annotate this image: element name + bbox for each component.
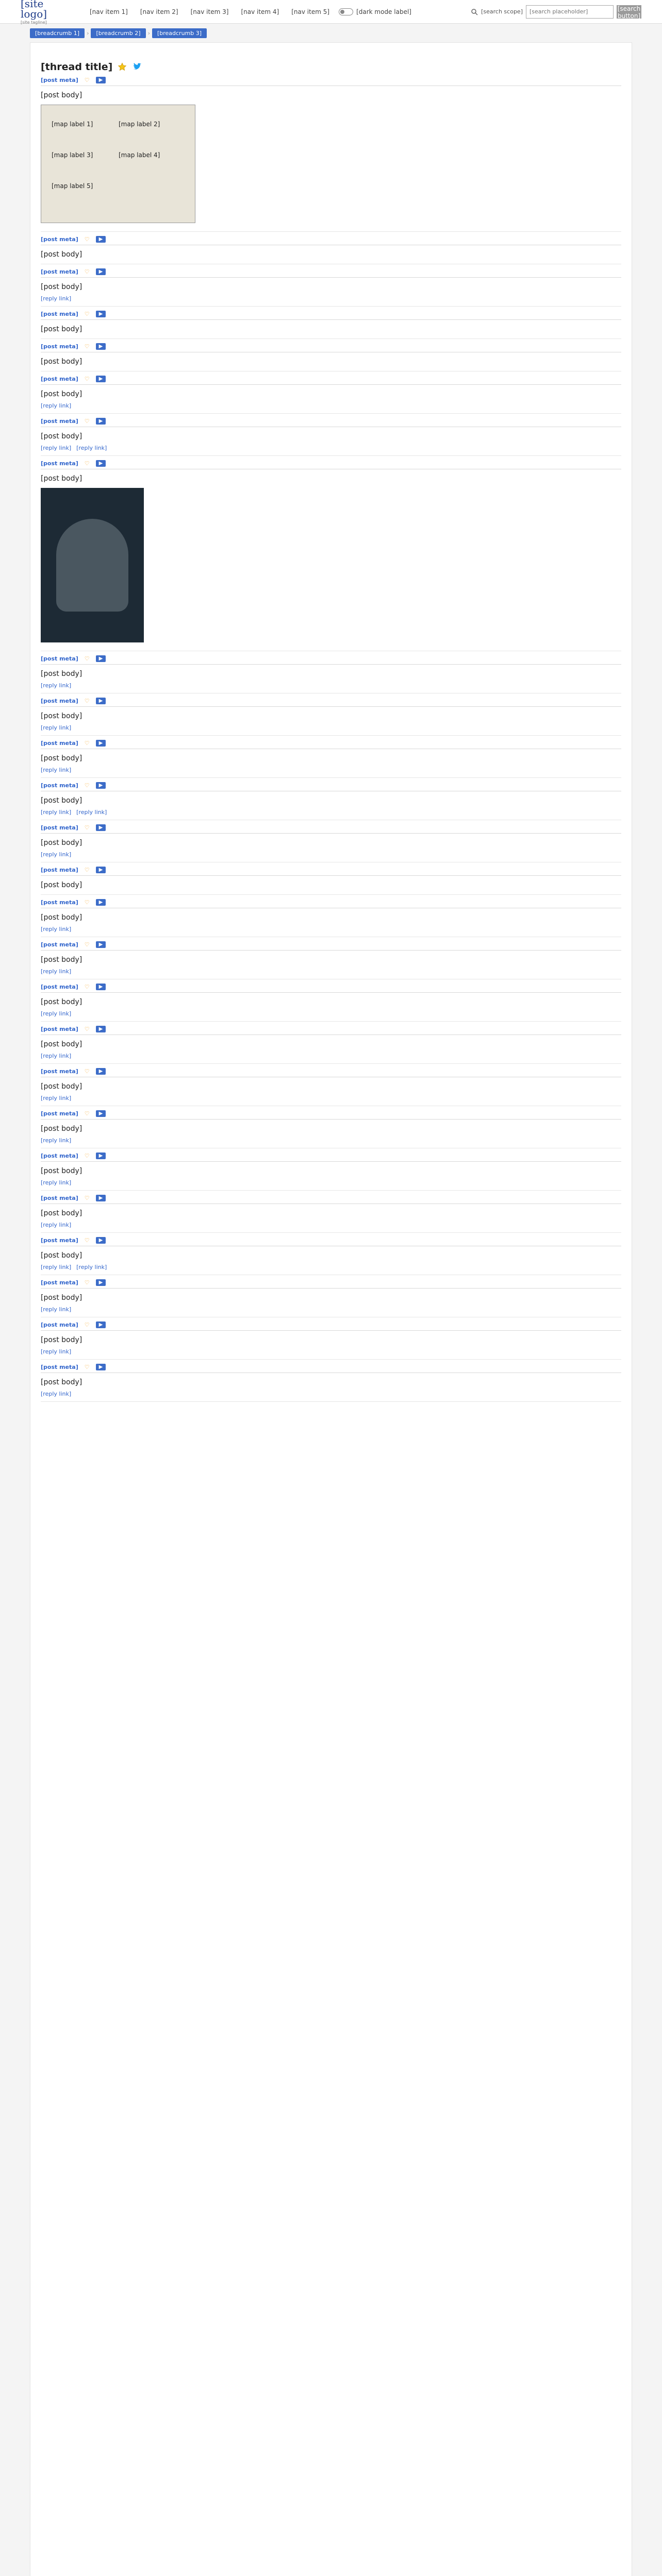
heart-icon[interactable]: ♡ [84, 376, 90, 382]
search-icon [471, 8, 478, 15]
post-meta: [post meta] [41, 1068, 78, 1075]
post-action-button[interactable]: ▶ [96, 1237, 106, 1244]
heart-icon[interactable]: ♡ [84, 460, 90, 467]
map-label: [map label 5] [52, 182, 93, 190]
post-meta: [post meta] [41, 1321, 78, 1328]
site-logo-sub: [site tagline] [21, 20, 47, 25]
reply-links [41, 1053, 621, 1059]
post-item [41, 1317, 621, 1360]
heart-icon[interactable]: ♡ [84, 1026, 90, 1032]
post-header [41, 984, 621, 993]
post-action-button[interactable]: ▶ [96, 655, 106, 662]
thread-main [30, 42, 632, 2576]
post-item [41, 862, 621, 895]
post-action-button[interactable]: ▶ [96, 418, 106, 425]
post-action-button[interactable]: ▶ [96, 1321, 106, 1328]
post-action-button[interactable]: ▶ [96, 782, 106, 789]
dark-mode-switch[interactable] [339, 8, 353, 15]
reply-link[interactable]: [reply link] [41, 1348, 72, 1355]
post-meta: [post meta] [41, 1110, 78, 1117]
post-item [41, 339, 621, 371]
post-action-button[interactable]: ▶ [96, 343, 106, 350]
post-meta: [post meta] [41, 236, 78, 243]
post-item [41, 895, 621, 937]
heart-icon[interactable]: ♡ [84, 655, 90, 662]
site-logo[interactable] [21, 0, 72, 25]
post-action-button[interactable]: ▶ [96, 698, 106, 704]
reply-links [41, 1264, 621, 1270]
reply-links [41, 295, 621, 302]
post-item [41, 414, 621, 456]
post-action-button[interactable]: ▶ [96, 460, 106, 467]
post-item [41, 820, 621, 862]
heart-icon[interactable]: ♡ [84, 867, 90, 873]
post-body: [post body] [41, 1125, 82, 1133]
heart-icon[interactable]: ♡ [84, 268, 90, 275]
post-item [41, 1106, 621, 1148]
post-action-button[interactable]: ▶ [96, 867, 106, 873]
post-item [41, 651, 621, 693]
post-meta: [post meta] [41, 984, 78, 990]
reply-link[interactable]: [reply link] [41, 1222, 72, 1228]
post-header [41, 824, 621, 834]
reply-links [41, 1179, 621, 1186]
heart-icon[interactable]: ♡ [84, 1110, 90, 1117]
map-label: [map label 3] [52, 151, 93, 159]
post-meta: [post meta] [41, 655, 78, 662]
post-item [41, 693, 621, 736]
post-header [41, 1153, 621, 1162]
thread-title-row [41, 61, 621, 73]
heart-icon[interactable]: ♡ [84, 343, 90, 350]
breadcrumb [0, 24, 662, 42]
heart-icon[interactable]: ♡ [84, 824, 90, 831]
post-meta: [post meta] [41, 740, 78, 747]
post-body: [post body] [41, 474, 82, 483]
post-action-button[interactable]: ▶ [96, 1364, 106, 1370]
post-list [41, 73, 621, 1402]
post-action-button[interactable]: ▶ [96, 1153, 106, 1159]
reply-links [41, 724, 621, 731]
reply-links [41, 1010, 621, 1017]
post-meta: [post meta] [41, 1153, 78, 1159]
reply-links [41, 1391, 621, 1397]
post-header [41, 236, 621, 245]
heart-icon[interactable]: ♡ [84, 77, 90, 83]
reply-link[interactable]: [reply link] [41, 767, 72, 773]
breadcrumb-item-2[interactable]: [breadcrumb 2] [91, 28, 145, 38]
post-item [41, 778, 621, 820]
post-meta: [post meta] [41, 1237, 78, 1244]
post-body: [post body] [41, 358, 82, 366]
post-meta: [post meta] [41, 77, 78, 83]
post-item [41, 307, 621, 339]
post-meta: [post meta] [41, 343, 78, 350]
site-logo-text: [site logo] [21, 0, 47, 20]
nav-item-5[interactable]: [nav item 5] [291, 8, 330, 15]
breadcrumb-separator: › [87, 29, 89, 37]
reply-link[interactable]: [reply link] [41, 1391, 72, 1397]
post-header [41, 1110, 621, 1120]
post-item [41, 264, 621, 307]
reply-links [41, 1222, 621, 1228]
reply-links [41, 1137, 621, 1144]
search-input[interactable] [526, 5, 614, 19]
post-action-button[interactable]: ▶ [96, 1068, 106, 1075]
heart-icon[interactable]: ♡ [84, 782, 90, 789]
reply-link[interactable]: [reply link] [41, 1137, 72, 1144]
post-header [41, 418, 621, 427]
reply-links [41, 767, 621, 773]
breadcrumb-separator: › [147, 29, 150, 37]
post-body: [post body] [41, 998, 82, 1006]
nav-item-4[interactable]: [nav item 4] [241, 8, 279, 15]
bird-icon[interactable] [132, 62, 142, 72]
heart-icon[interactable]: ♡ [84, 418, 90, 425]
post-meta: [post meta] [41, 1026, 78, 1032]
heart-icon[interactable]: ♡ [84, 941, 90, 948]
post-meta: [post meta] [41, 1279, 78, 1286]
breadcrumb-item-1[interactable]: [breadcrumb 1] [30, 28, 85, 38]
reply-link[interactable]: [reply link] [41, 1053, 72, 1059]
reply-links [41, 445, 621, 451]
post-item [41, 456, 621, 651]
nav-item-1[interactable]: [nav item 1] [90, 8, 128, 15]
post-body: [post body] [41, 1294, 82, 1302]
post-header [41, 343, 621, 352]
heart-icon[interactable]: ♡ [84, 1279, 90, 1286]
post-item [41, 73, 621, 232]
post-meta: [post meta] [41, 268, 78, 275]
reply-links [41, 1306, 621, 1313]
reply-link[interactable]: [reply link] [41, 851, 72, 858]
reply-link[interactable]: [reply link] [41, 1010, 72, 1017]
post-item [41, 1022, 621, 1064]
post-header [41, 1237, 621, 1246]
post-meta: [post meta] [41, 824, 78, 831]
post-item [41, 1275, 621, 1317]
heart-icon[interactable]: ♡ [84, 740, 90, 747]
reply-links [41, 968, 621, 975]
post-photo[interactable] [41, 488, 144, 642]
post-body: [post body] [41, 1378, 82, 1386]
heart-icon[interactable]: ♡ [84, 1195, 90, 1201]
reply-link[interactable]: [reply link] [41, 402, 72, 409]
post-meta: [post meta] [41, 311, 78, 317]
post-meta: [post meta] [41, 418, 78, 425]
post-meta: [post meta] [41, 941, 78, 948]
reply-links [41, 1095, 621, 1101]
post-item [41, 371, 621, 414]
heart-icon[interactable]: ♡ [84, 1068, 90, 1075]
post-action-button[interactable]: ▶ [96, 824, 106, 831]
dark-mode-label: [dark mode label] [356, 8, 411, 15]
heart-icon[interactable]: ♡ [84, 698, 90, 704]
thread-title: [thread title] [41, 61, 113, 73]
site-header [0, 0, 662, 24]
post-action-button[interactable]: ▶ [96, 77, 106, 83]
map-label: [map label 4] [119, 151, 160, 159]
post-meta: [post meta] [41, 460, 78, 467]
reply-link[interactable]: [reply link] [41, 926, 72, 933]
post-meta: [post meta] [41, 782, 78, 789]
map-label: [map label 2] [119, 121, 160, 128]
post-body: [post body] [41, 754, 82, 762]
dark-mode-toggle[interactable] [339, 8, 411, 15]
reply-link[interactable]: [reply link] [41, 724, 72, 731]
post-body: [post body] [41, 1082, 82, 1091]
reply-link[interactable]: [reply link] [41, 809, 72, 816]
post-body: [post body] [41, 839, 82, 847]
breadcrumb-item-3[interactable]: [breadcrumb 3] [152, 28, 207, 38]
reply-link[interactable]: [reply link] [41, 1179, 72, 1186]
post-action-button[interactable]: ▶ [96, 1110, 106, 1117]
reply-link[interactable]: [reply link] [41, 1306, 72, 1313]
post-body: [post body] [41, 283, 82, 291]
post-header [41, 1068, 621, 1077]
post-header [41, 941, 621, 951]
post-header [41, 698, 621, 707]
heart-icon[interactable]: ♡ [84, 1364, 90, 1370]
nav-item-3[interactable]: [nav item 3] [190, 8, 229, 15]
post-meta: [post meta] [41, 899, 78, 906]
post-action-button[interactable]: ▶ [96, 1195, 106, 1201]
reply-link[interactable]: [reply link] [76, 445, 107, 451]
post-header [41, 1026, 621, 1035]
heart-icon[interactable]: ♡ [84, 311, 90, 317]
post-meta: [post meta] [41, 698, 78, 704]
post-meta: [post meta] [41, 1195, 78, 1201]
post-action-button[interactable]: ▶ [96, 1026, 106, 1032]
post-meta: [post meta] [41, 867, 78, 873]
reply-links [41, 1348, 621, 1355]
post-header [41, 1321, 621, 1331]
star-icon[interactable] [118, 62, 127, 72]
reply-links [41, 402, 621, 409]
search-scope[interactable]: [search scope] [481, 8, 523, 15]
post-item [41, 232, 621, 264]
post-header [41, 867, 621, 876]
post-item [41, 1148, 621, 1191]
post-body: [post body] [41, 796, 82, 805]
post-body: [post body] [41, 91, 82, 99]
post-body: [post body] [41, 913, 82, 922]
post-action-button[interactable]: ▶ [96, 376, 106, 382]
reply-links [41, 682, 621, 689]
reply-link[interactable]: [reply link] [41, 445, 72, 451]
post-header [41, 740, 621, 749]
reply-link[interactable]: [reply link] [41, 1264, 72, 1270]
post-header [41, 782, 621, 791]
post-header [41, 655, 621, 665]
reply-link[interactable]: [reply link] [41, 682, 72, 689]
heart-icon[interactable]: ♡ [84, 1321, 90, 1328]
reply-link[interactable]: [reply link] [41, 295, 72, 302]
post-body: [post body] [41, 1251, 82, 1260]
reply-link[interactable]: [reply link] [41, 1095, 72, 1101]
post-meta: [post meta] [41, 1364, 78, 1370]
heart-icon[interactable]: ♡ [84, 236, 90, 243]
map-image[interactable] [41, 105, 195, 223]
post-action-button[interactable]: ▶ [96, 899, 106, 906]
post-action-button[interactable]: ▶ [96, 740, 106, 747]
post-meta: [post meta] [41, 376, 78, 382]
post-header [41, 376, 621, 385]
post-body: [post body] [41, 1040, 82, 1048]
post-item [41, 937, 621, 979]
post-header [41, 268, 621, 278]
post-item [41, 1360, 621, 1402]
post-action-button[interactable]: ▶ [96, 311, 106, 317]
post-header [41, 460, 621, 469]
post-body: [post body] [41, 390, 82, 398]
post-action-button[interactable]: ▶ [96, 236, 106, 243]
post-body: [post body] [41, 712, 82, 720]
post-action-button[interactable]: ▶ [96, 984, 106, 990]
post-item [41, 1233, 621, 1275]
post-header [41, 1195, 621, 1204]
post-body: [post body] [41, 1336, 82, 1344]
post-body: [post body] [41, 432, 82, 440]
post-body: [post body] [41, 250, 82, 259]
post-body: [post body] [41, 1167, 82, 1175]
post-action-button[interactable]: ▶ [96, 941, 106, 948]
post-body: [post body] [41, 956, 82, 964]
reply-link[interactable]: [reply link] [76, 1264, 107, 1270]
post-header [41, 899, 621, 908]
heart-icon[interactable]: ♡ [84, 984, 90, 990]
post-item [41, 979, 621, 1022]
reply-link[interactable]: [reply link] [41, 968, 72, 975]
search-button[interactable]: [search button] [617, 5, 641, 20]
post-body: [post body] [41, 670, 82, 678]
reply-links [41, 851, 621, 858]
heart-icon[interactable]: ♡ [84, 1237, 90, 1244]
reply-links [41, 809, 621, 816]
post-body: [post body] [41, 325, 82, 333]
post-body: [post body] [41, 1209, 82, 1217]
post-body: [post body] [41, 881, 82, 889]
post-action-button[interactable]: ▶ [96, 1279, 106, 1286]
post-item [41, 736, 621, 778]
post-item [41, 1064, 621, 1106]
heart-icon[interactable]: ♡ [84, 899, 90, 906]
post-header [41, 1279, 621, 1289]
map-label: [map label 1] [52, 121, 93, 128]
post-item [41, 1191, 621, 1233]
top-nav [90, 8, 329, 15]
nav-item-2[interactable]: [nav item 2] [140, 8, 178, 15]
search-area [471, 5, 641, 19]
reply-links [41, 926, 621, 933]
heart-icon[interactable]: ♡ [84, 1153, 90, 1159]
post-action-button[interactable]: ▶ [96, 268, 106, 275]
post-header [41, 311, 621, 320]
post-header [41, 77, 621, 86]
post-header [41, 1364, 621, 1373]
reply-link[interactable]: [reply link] [76, 809, 107, 816]
